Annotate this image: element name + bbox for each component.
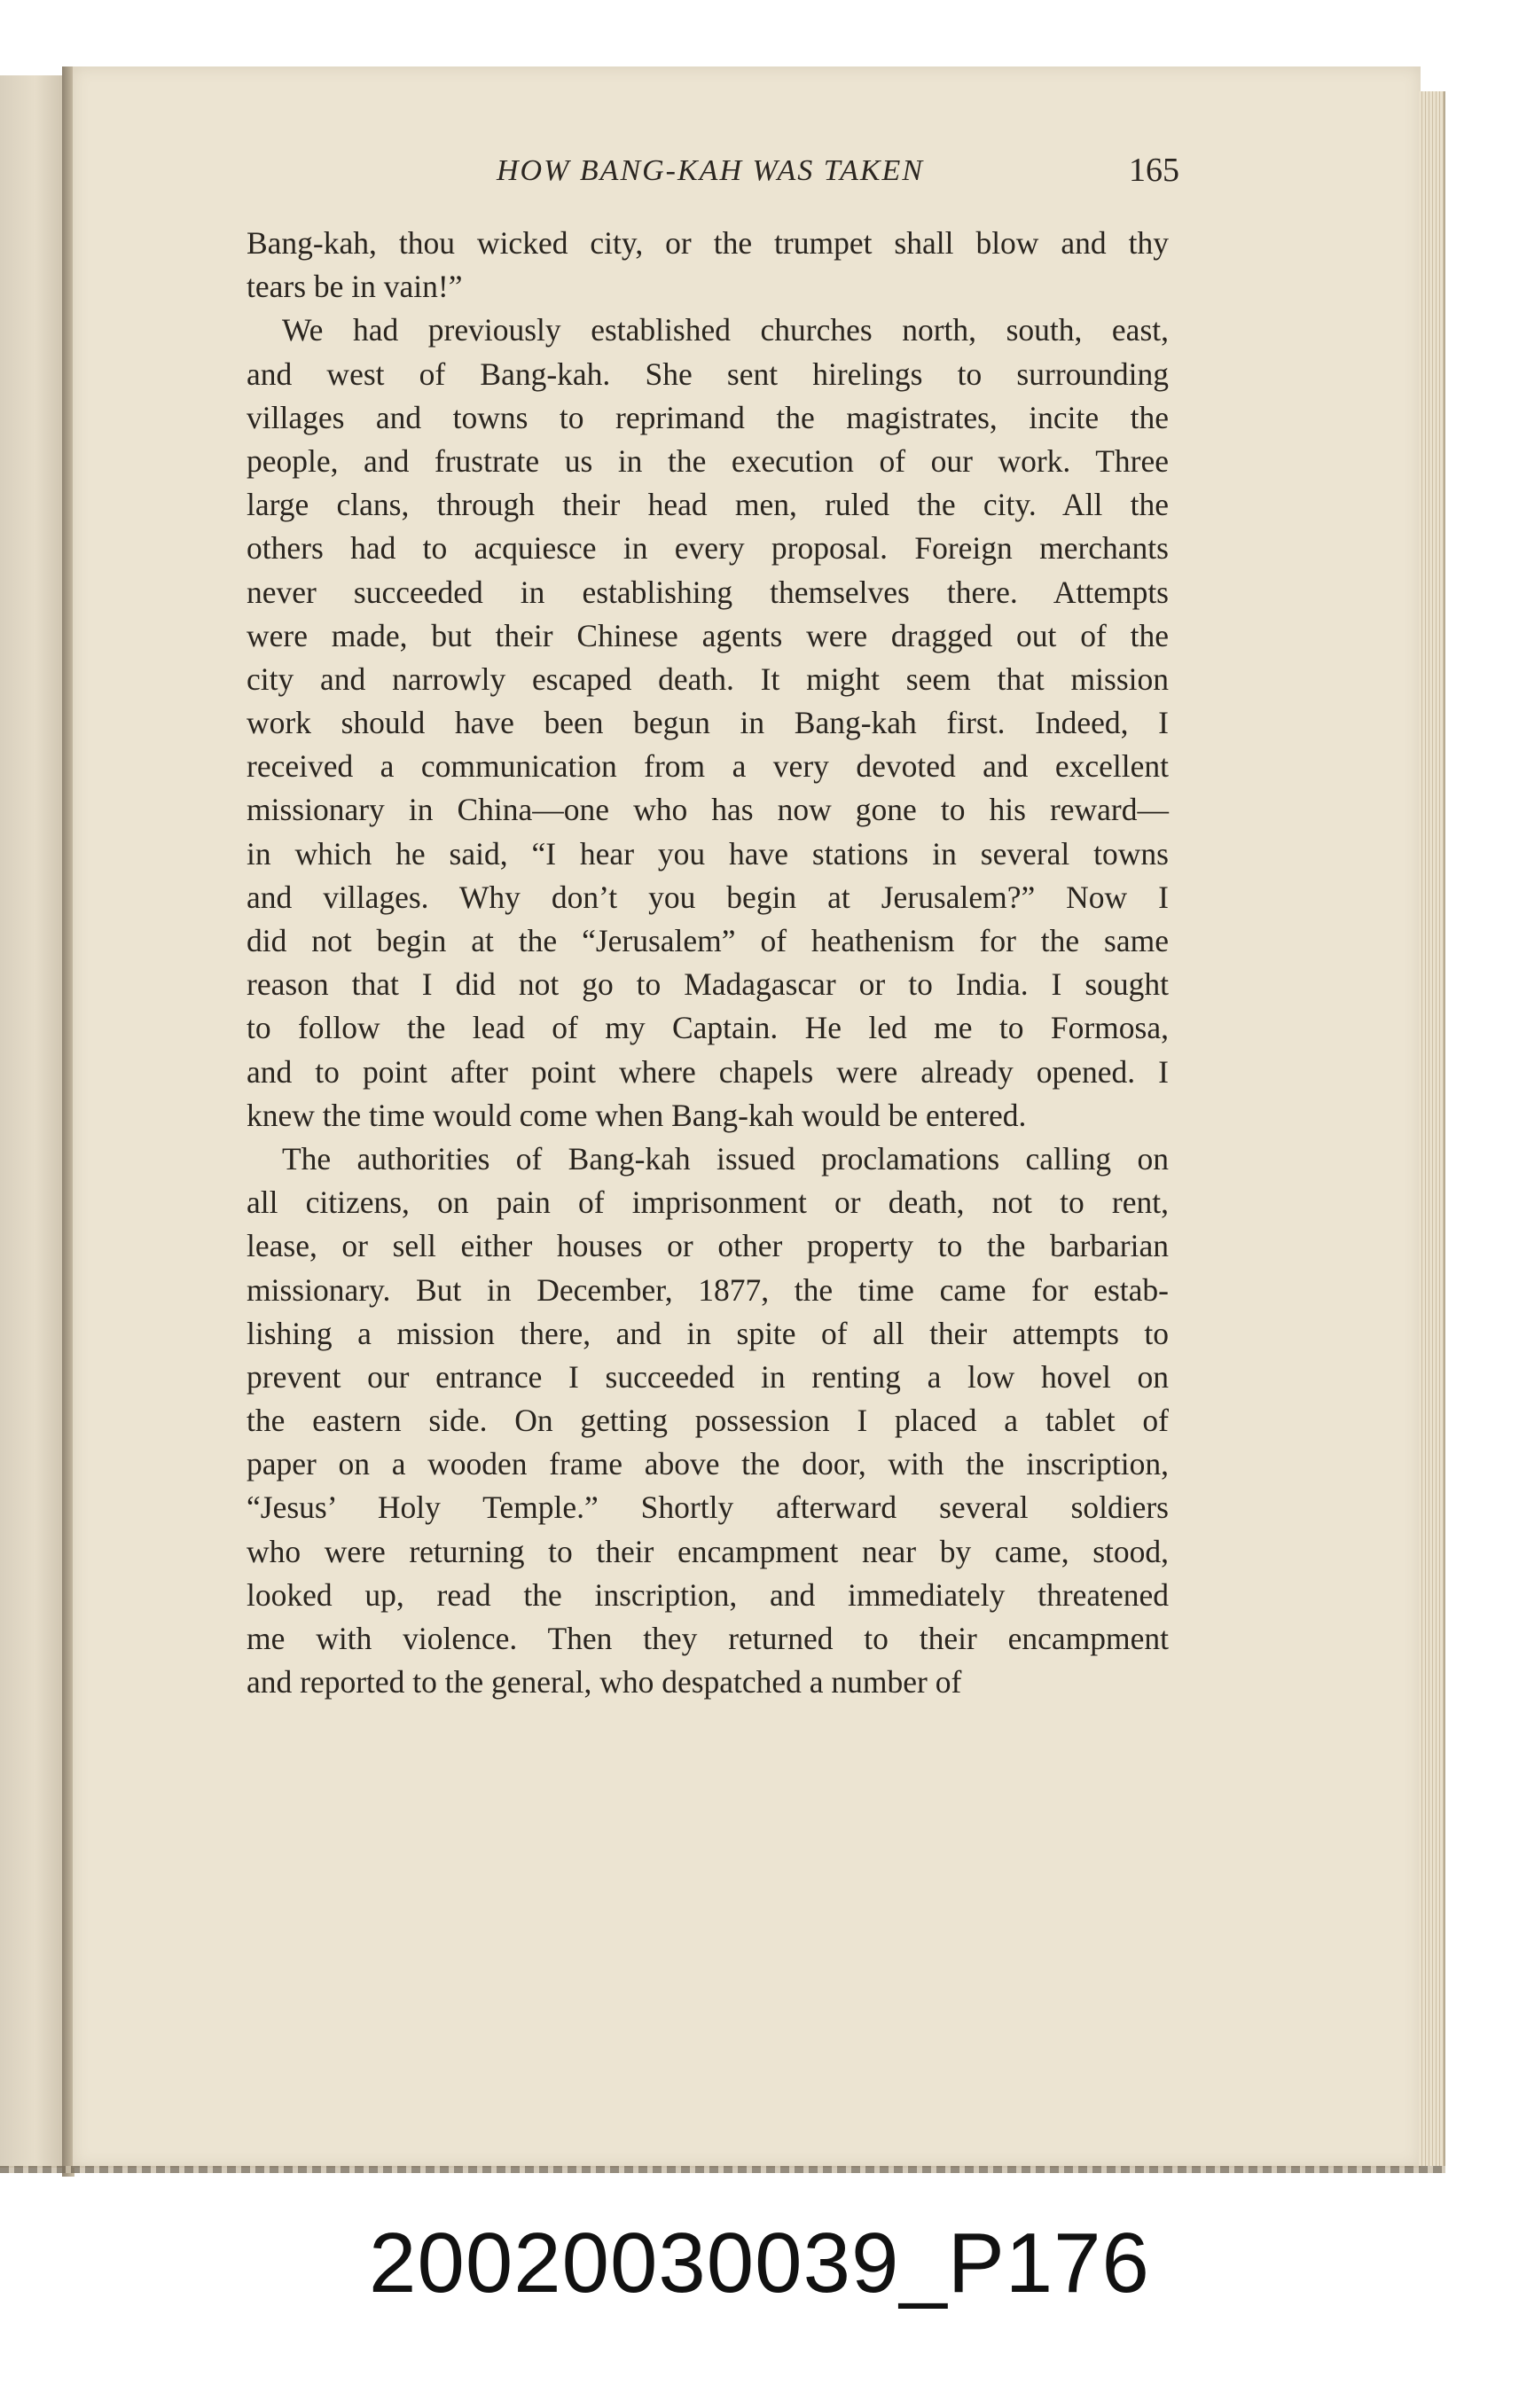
text-line: lease, or sell either houses or other property to the barbarian: [247, 1228, 1169, 1264]
text-line: villages and towns to reprimand the magistrates, incite the: [247, 399, 1169, 435]
body-text: [247, 222, 1169, 1704]
text-line: city and narrowly escaped death. It might seem that mission: [247, 661, 1169, 697]
running-title: HOW BANG-KAH WAS TAKEN: [496, 154, 924, 187]
text-line: others had to acquiesce in every proposal. Foreign merchants: [247, 530, 1169, 567]
text-line: paper on a wooden frame above the door, with the inscription,: [247, 1446, 1169, 1482]
text-line: Bang-kah, thou wicked city, or the trumpet shall blow and thy: [247, 225, 1169, 261]
text-line: and to point after point where chapels were already opened. I: [247, 1053, 1169, 1090]
text-line: never succeeded in establishing themselves there. Attempts: [247, 574, 1169, 610]
text-line: “Jesus’ Holy Temple.” Shortly afterward several soldiers: [247, 1489, 1169, 1526]
text-line: and villages. Why don’t you begin at Jerusalem?” Now I: [247, 879, 1169, 915]
paragraph: [247, 222, 1169, 309]
text-line: the eastern side. On getting possession I placed a tablet of: [247, 1403, 1169, 1439]
page-bottom-edge: [0, 2166, 1445, 2173]
text-line: received a communication from a very devoted and excellent: [247, 748, 1169, 785]
text-line: We had previously established churches north, south, east,: [282, 312, 1169, 348]
text-line: did not begin at the “Jerusalem” of heathenism for the same: [247, 923, 1169, 958]
text-line: knew the time would come when Bang-kah would be entered.: [247, 1097, 1027, 1133]
text-line: and reported to the general, who despatched a number of: [247, 1664, 962, 1700]
text-line: missionary. But in December, 1877, the time came for estab-: [247, 1271, 1169, 1308]
paragraph: [247, 1138, 1169, 1704]
text-line: who were returning to their encampment near by came, stood,: [247, 1533, 1169, 1569]
text-line: me with violence. Then they returned to their encampment: [247, 1621, 1169, 1656]
text-line: missionary in China—one who has now gone to his reward—: [247, 792, 1169, 828]
text-line: prevent our entrance I succeeded in renting a low hovel on: [247, 1358, 1169, 1395]
left-page-edge: [0, 75, 66, 2168]
text-line: work should have been begun in Bang-kah first. Indeed, I: [247, 705, 1169, 741]
running-head: [245, 149, 1179, 193]
text-line: tears be in vain!”: [247, 269, 463, 305]
text-line: were made, but their Chinese agents were dragged out of the: [247, 617, 1169, 653]
text-line: The authorities of Bang-kah issued proclamations calling on: [282, 1140, 1169, 1177]
paragraph: [247, 309, 1169, 1138]
text-line: looked up, read the inscription, and immediately threatened: [247, 1576, 1169, 1613]
text-line: large clans, through their head men, ruled the city. All the: [247, 487, 1169, 523]
text-line: lishing a mission there, and in spite of all their attempts to: [247, 1315, 1169, 1351]
text-line: reason that I did not go to Madagascar or to India. I sought: [247, 966, 1169, 1003]
catalog-id: 20020030039_P176: [369, 2216, 1150, 2310]
text-line: in which he said, “I hear you have stations in several towns: [247, 835, 1169, 872]
text-line: to follow the lead of my Captain. He led me to Formosa,: [247, 1010, 1169, 1046]
text-line: all citizens, on pain of imprisonment or death, not to rent,: [247, 1184, 1169, 1221]
page-number: 165: [1129, 152, 1179, 189]
text-line: and west of Bang-kah. She sent hirelings to surrounding: [247, 356, 1169, 392]
page-fore-edge: [1419, 91, 1445, 2166]
text-line: people, and frustrate us in the execution of our work. Three: [247, 442, 1169, 479]
